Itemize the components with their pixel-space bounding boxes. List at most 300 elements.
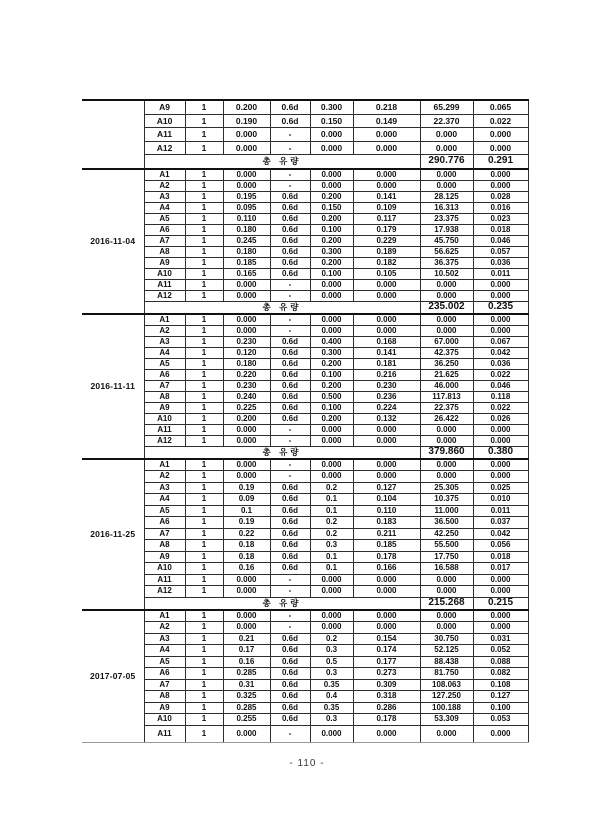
value-cell: - <box>270 325 310 336</box>
value-cell: 0.000 <box>353 180 420 191</box>
point-label-cell: A3 <box>144 336 185 347</box>
value-cell: 0.000 <box>223 169 270 181</box>
value-cell: 0.6d <box>270 380 310 391</box>
value-cell: 0.200 <box>310 358 353 369</box>
value-cell: 0.150 <box>310 114 353 128</box>
table-row <box>82 494 528 506</box>
value-cell: 1 <box>185 610 223 622</box>
value-cell: 0.000 <box>310 471 353 483</box>
value-cell: 1 <box>185 391 223 402</box>
value-cell: - <box>270 471 310 483</box>
point-label-cell: A10 <box>144 563 185 575</box>
value-cell: 0.000 <box>353 610 420 622</box>
table-row <box>82 679 528 691</box>
value-cell: 0.100 <box>310 224 353 235</box>
value-cell: 0.230 <box>353 380 420 391</box>
value-cell: 0.000 <box>473 325 528 336</box>
value-cell: 0.053 <box>473 714 528 726</box>
table-row <box>82 563 528 575</box>
value-cell: 0.500 <box>310 391 353 402</box>
value-cell: 0.273 <box>353 668 420 680</box>
value-cell: 0.028 <box>473 191 528 202</box>
point-label-cell: A6 <box>144 517 185 529</box>
value-cell: 0.200 <box>310 235 353 246</box>
value-cell: 0.000 <box>310 725 353 742</box>
value-cell: 0.6d <box>270 100 310 114</box>
value-cell: 36.250 <box>420 358 473 369</box>
value-cell: 0.000 <box>353 279 420 290</box>
value-cell: 0.036 <box>473 358 528 369</box>
value-cell: 0.025 <box>473 482 528 494</box>
date-cell: 2016-11-25 <box>82 459 144 610</box>
value-cell: 0.166 <box>353 563 420 575</box>
value-cell: 0.3 <box>310 714 353 726</box>
value-cell: 10.375 <box>420 494 473 506</box>
value-cell: 0.255 <box>223 714 270 726</box>
value-cell: 25.305 <box>420 482 473 494</box>
value-cell: 0.000 <box>473 459 528 471</box>
point-label-cell: A9 <box>144 257 185 268</box>
value-cell: 0.6d <box>270 202 310 213</box>
value-cell: 11.000 <box>420 505 473 517</box>
value-cell: 0.177 <box>353 656 420 668</box>
value-cell: 1 <box>185 325 223 336</box>
value-cell: 42.250 <box>420 528 473 540</box>
value-cell: 0.200 <box>310 413 353 424</box>
value-cell: 0.220 <box>223 369 270 380</box>
value-cell: 0.141 <box>353 191 420 202</box>
value-cell: 0.000 <box>310 574 353 586</box>
table-row <box>82 279 528 290</box>
point-label-cell: A3 <box>144 633 185 645</box>
value-cell: 0.180 <box>223 224 270 235</box>
value-cell: 0.6d <box>270 517 310 529</box>
value-cell: 0.011 <box>473 268 528 279</box>
value-cell: 0.183 <box>353 517 420 529</box>
point-label-cell: A5 <box>144 358 185 369</box>
value-cell: 0.000 <box>353 622 420 634</box>
value-cell: 0.000 <box>473 314 528 326</box>
value-cell: 1 <box>185 336 223 347</box>
table-row <box>82 656 528 668</box>
table-row <box>82 191 528 202</box>
value-cell: 0.000 <box>420 141 473 155</box>
value-cell: 0.000 <box>473 471 528 483</box>
table-row <box>82 246 528 257</box>
value-cell: 0.300 <box>310 246 353 257</box>
value-cell: 0.000 <box>310 180 353 191</box>
value-cell: 1 <box>185 563 223 575</box>
value-cell: 0.000 <box>473 622 528 634</box>
value-cell: 0.100 <box>310 369 353 380</box>
value-cell: 55.500 <box>420 540 473 552</box>
value-cell: 0.127 <box>353 482 420 494</box>
point-label-cell: A1 <box>144 169 185 181</box>
value-cell: 0.149 <box>353 114 420 128</box>
value-cell: 65.299 <box>420 100 473 114</box>
value-cell: 0.6d <box>270 347 310 358</box>
value-cell: 1 <box>185 668 223 680</box>
value-cell: 0.000 <box>353 169 420 181</box>
value-cell: 0.6d <box>270 668 310 680</box>
table-row <box>82 471 528 483</box>
value-cell: 1 <box>185 246 223 257</box>
point-label-cell: A7 <box>144 679 185 691</box>
value-cell: 0.200 <box>310 191 353 202</box>
value-cell: 0.031 <box>473 633 528 645</box>
value-cell: 1 <box>185 645 223 657</box>
value-cell: 0.000 <box>223 586 270 598</box>
table-row <box>82 224 528 235</box>
value-cell: 1 <box>185 459 223 471</box>
value-cell: 1 <box>185 114 223 128</box>
value-cell: 0.6d <box>270 645 310 657</box>
value-cell: 0.000 <box>223 290 270 301</box>
value-cell: 0.000 <box>420 314 473 326</box>
point-label-cell: A1 <box>144 610 185 622</box>
value-cell: 36.500 <box>420 517 473 529</box>
value-cell: - <box>270 128 310 142</box>
value-cell: 0.000 <box>353 128 420 142</box>
value-cell: 1 <box>185 224 223 235</box>
table-row <box>82 586 528 598</box>
value-cell: 0.000 <box>223 141 270 155</box>
value-cell: 1 <box>185 482 223 494</box>
value-cell: 0.000 <box>310 141 353 155</box>
point-label-cell: A9 <box>144 100 185 114</box>
value-cell: 0.118 <box>473 391 528 402</box>
point-label-cell: A2 <box>144 622 185 634</box>
table-row <box>82 268 528 279</box>
value-cell: 0.35 <box>310 679 353 691</box>
value-cell: 0.000 <box>223 180 270 191</box>
value-cell: 45.750 <box>420 235 473 246</box>
value-cell: 0.000 <box>473 279 528 290</box>
value-cell: 0.000 <box>353 141 420 155</box>
value-cell: 0.000 <box>353 459 420 471</box>
value-cell: 1 <box>185 202 223 213</box>
point-label-cell: A1 <box>144 459 185 471</box>
value-cell: 0.180 <box>223 246 270 257</box>
value-cell: 1 <box>185 257 223 268</box>
total-flow-value: 0.235 <box>473 301 528 314</box>
value-cell: 0.09 <box>223 494 270 506</box>
value-cell: 0.245 <box>223 235 270 246</box>
total-flow-value: 215.268 <box>420 597 473 610</box>
value-cell: 0.185 <box>353 540 420 552</box>
point-label-cell: A11 <box>144 128 185 142</box>
value-cell: 1 <box>185 369 223 380</box>
value-cell: 0.6d <box>270 191 310 202</box>
value-cell: 52.125 <box>420 645 473 657</box>
value-cell: 0.000 <box>420 610 473 622</box>
table-row <box>82 336 528 347</box>
value-cell: 0.105 <box>353 268 420 279</box>
value-cell: 0.056 <box>473 540 528 552</box>
value-cell: 0.6d <box>270 482 310 494</box>
value-cell: 0.109 <box>353 202 420 213</box>
total-flow-value: 235.002 <box>420 301 473 314</box>
table-row <box>82 380 528 391</box>
point-label-cell: A2 <box>144 180 185 191</box>
value-cell: 0.5 <box>310 656 353 668</box>
table-row <box>82 725 528 742</box>
value-cell: 0.000 <box>353 574 420 586</box>
value-cell: 0.6d <box>270 505 310 517</box>
value-cell: 0.000 <box>223 435 270 446</box>
table-row <box>82 574 528 586</box>
total-flow-label: 총 유량 <box>144 446 420 459</box>
value-cell: 1 <box>185 290 223 301</box>
value-cell: - <box>270 622 310 634</box>
value-cell: 100.188 <box>420 702 473 714</box>
point-label-cell: A12 <box>144 290 185 301</box>
value-cell: 1 <box>185 435 223 446</box>
value-cell: 0.185 <box>223 257 270 268</box>
value-cell: 0.000 <box>223 314 270 326</box>
value-cell: 0.230 <box>223 336 270 347</box>
value-cell: 0.180 <box>223 358 270 369</box>
value-cell: 0.000 <box>420 424 473 435</box>
point-label-cell: A5 <box>144 505 185 517</box>
point-label-cell: A8 <box>144 691 185 703</box>
value-cell: 0.042 <box>473 528 528 540</box>
value-cell: 0.21 <box>223 633 270 645</box>
value-cell: 1 <box>185 380 223 391</box>
value-cell: 0.285 <box>223 668 270 680</box>
total-flow-value: 0.215 <box>473 597 528 610</box>
value-cell: 1 <box>185 691 223 703</box>
table-row <box>82 235 528 246</box>
value-cell: - <box>270 725 310 742</box>
value-cell: 0.6d <box>270 402 310 413</box>
value-cell: 1 <box>185 725 223 742</box>
value-cell: 0.6d <box>270 257 310 268</box>
table-row <box>82 645 528 657</box>
value-cell: 22.375 <box>420 402 473 413</box>
value-cell: 0.000 <box>353 435 420 446</box>
value-cell: 0.165 <box>223 268 270 279</box>
value-cell: 0.19 <box>223 482 270 494</box>
value-cell: 1 <box>185 235 223 246</box>
table-row <box>82 551 528 563</box>
total-flow-label: 총 유량 <box>144 155 420 169</box>
value-cell: 0.000 <box>473 128 528 142</box>
table-row <box>82 257 528 268</box>
point-label-cell: A1 <box>144 314 185 326</box>
value-cell: 46.000 <box>420 380 473 391</box>
total-row <box>82 301 528 314</box>
value-cell: 0.000 <box>473 180 528 191</box>
value-cell: 23.375 <box>420 213 473 224</box>
value-cell: 108.063 <box>420 679 473 691</box>
table-row <box>82 169 528 181</box>
value-cell: 1 <box>185 402 223 413</box>
point-label-cell: A12 <box>144 435 185 446</box>
table-row <box>82 202 528 213</box>
value-cell: 0.6d <box>270 714 310 726</box>
value-cell: 0.2 <box>310 528 353 540</box>
value-cell: 0.088 <box>473 656 528 668</box>
table-row <box>82 482 528 494</box>
point-label-cell: A11 <box>144 725 185 742</box>
value-cell: 0.200 <box>223 100 270 114</box>
value-cell: 0.000 <box>420 471 473 483</box>
value-cell: 1 <box>185 100 223 114</box>
value-cell: 0.000 <box>473 435 528 446</box>
value-cell: 0.017 <box>473 563 528 575</box>
table-row <box>82 213 528 224</box>
value-cell: 0.224 <box>353 402 420 413</box>
point-label-cell: A12 <box>144 141 185 155</box>
value-cell: 0.067 <box>473 336 528 347</box>
total-row <box>82 597 528 610</box>
point-label-cell: A7 <box>144 528 185 540</box>
value-cell: 17.750 <box>420 551 473 563</box>
date-cell <box>82 100 144 169</box>
value-cell: 0.6d <box>270 551 310 563</box>
value-cell: 1 <box>185 180 223 191</box>
value-cell: 0.6d <box>270 540 310 552</box>
table-row <box>82 180 528 191</box>
value-cell: 0.18 <box>223 551 270 563</box>
value-cell: 0.000 <box>223 622 270 634</box>
table-row <box>82 141 528 155</box>
value-cell: 0.095 <box>223 202 270 213</box>
point-label-cell: A10 <box>144 714 185 726</box>
value-cell: 1 <box>185 358 223 369</box>
value-cell: 0.000 <box>473 169 528 181</box>
table-row <box>82 459 528 471</box>
value-cell: 0.000 <box>310 128 353 142</box>
value-cell: 56.625 <box>420 246 473 257</box>
date-cell: 2017-07-05 <box>82 610 144 743</box>
value-cell: - <box>270 610 310 622</box>
value-cell: 0.000 <box>310 435 353 446</box>
value-cell: 0.4 <box>310 691 353 703</box>
table-row <box>82 114 528 128</box>
value-cell: 0.6d <box>270 224 310 235</box>
value-cell: 0.6d <box>270 702 310 714</box>
value-cell: 1 <box>185 279 223 290</box>
table-row <box>82 391 528 402</box>
value-cell: 1 <box>185 586 223 598</box>
value-cell: 16.313 <box>420 202 473 213</box>
value-cell: 0.211 <box>353 528 420 540</box>
value-cell: 0.022 <box>473 114 528 128</box>
value-cell: 0.000 <box>473 290 528 301</box>
value-cell: 1 <box>185 517 223 529</box>
value-cell: 0.000 <box>353 314 420 326</box>
value-cell: 0.000 <box>353 290 420 301</box>
value-cell: 0.082 <box>473 668 528 680</box>
point-label-cell: A7 <box>144 380 185 391</box>
value-cell: 0.000 <box>473 424 528 435</box>
value-cell: 0.100 <box>310 402 353 413</box>
value-cell: 0.178 <box>353 551 420 563</box>
flow-measurement-table <box>82 99 529 743</box>
value-cell: 0.000 <box>353 471 420 483</box>
value-cell: 1 <box>185 128 223 142</box>
value-cell: 0.000 <box>420 169 473 181</box>
value-cell: 0.016 <box>473 202 528 213</box>
value-cell: 0.22 <box>223 528 270 540</box>
value-cell: 1 <box>185 714 223 726</box>
value-cell: 0.2 <box>310 633 353 645</box>
value-cell: 0.000 <box>473 725 528 742</box>
value-cell: 0.1 <box>223 505 270 517</box>
value-cell: 0.200 <box>223 413 270 424</box>
table-row <box>82 528 528 540</box>
value-cell: 0.011 <box>473 505 528 517</box>
table-row <box>82 347 528 358</box>
total-flow-value: 0.291 <box>473 155 528 169</box>
point-label-cell: A2 <box>144 325 185 336</box>
value-cell: 0.000 <box>420 586 473 598</box>
total-flow-label: 총 유량 <box>144 597 420 610</box>
value-cell: 0.16 <box>223 563 270 575</box>
value-cell: 0.6d <box>270 679 310 691</box>
value-cell: 0.218 <box>353 100 420 114</box>
value-cell: 10.502 <box>420 268 473 279</box>
total-flow-value: 290.776 <box>420 155 473 169</box>
value-cell: - <box>270 314 310 326</box>
value-cell: - <box>270 435 310 446</box>
value-cell: - <box>270 169 310 181</box>
value-cell: 0.200 <box>310 257 353 268</box>
value-cell: 81.750 <box>420 668 473 680</box>
total-row <box>82 155 528 169</box>
value-cell: 1 <box>185 191 223 202</box>
table-row <box>82 633 528 645</box>
value-cell: 1 <box>185 551 223 563</box>
value-cell: 0.216 <box>353 369 420 380</box>
value-cell: 36.375 <box>420 257 473 268</box>
value-cell: 53.309 <box>420 714 473 726</box>
value-cell: 1 <box>185 347 223 358</box>
value-cell: 0.057 <box>473 246 528 257</box>
table-row <box>82 517 528 529</box>
value-cell: 0.000 <box>223 574 270 586</box>
value-cell: 0.120 <box>223 347 270 358</box>
value-cell: 0.108 <box>473 679 528 691</box>
value-cell: 0.052 <box>473 645 528 657</box>
value-cell: 0.1 <box>310 505 353 517</box>
value-cell: 0.195 <box>223 191 270 202</box>
value-cell: 0.000 <box>223 459 270 471</box>
value-cell: 1 <box>185 471 223 483</box>
value-cell: 0.325 <box>223 691 270 703</box>
value-cell: 1 <box>185 574 223 586</box>
point-label-cell: A6 <box>144 668 185 680</box>
value-cell: 1 <box>185 505 223 517</box>
value-cell: 0.000 <box>473 586 528 598</box>
value-cell: 0.190 <box>223 114 270 128</box>
table-row <box>82 668 528 680</box>
value-cell: 0.1 <box>310 494 353 506</box>
total-row <box>82 446 528 459</box>
value-cell: - <box>270 180 310 191</box>
value-cell: 22.370 <box>420 114 473 128</box>
value-cell: 0.000 <box>223 279 270 290</box>
total-flow-value: 0.380 <box>473 446 528 459</box>
value-cell: 0.6d <box>270 528 310 540</box>
table-row <box>82 435 528 446</box>
point-label-cell: A10 <box>144 268 185 279</box>
value-cell: 0.189 <box>353 246 420 257</box>
point-label-cell: A9 <box>144 551 185 563</box>
value-cell: 67.000 <box>420 336 473 347</box>
